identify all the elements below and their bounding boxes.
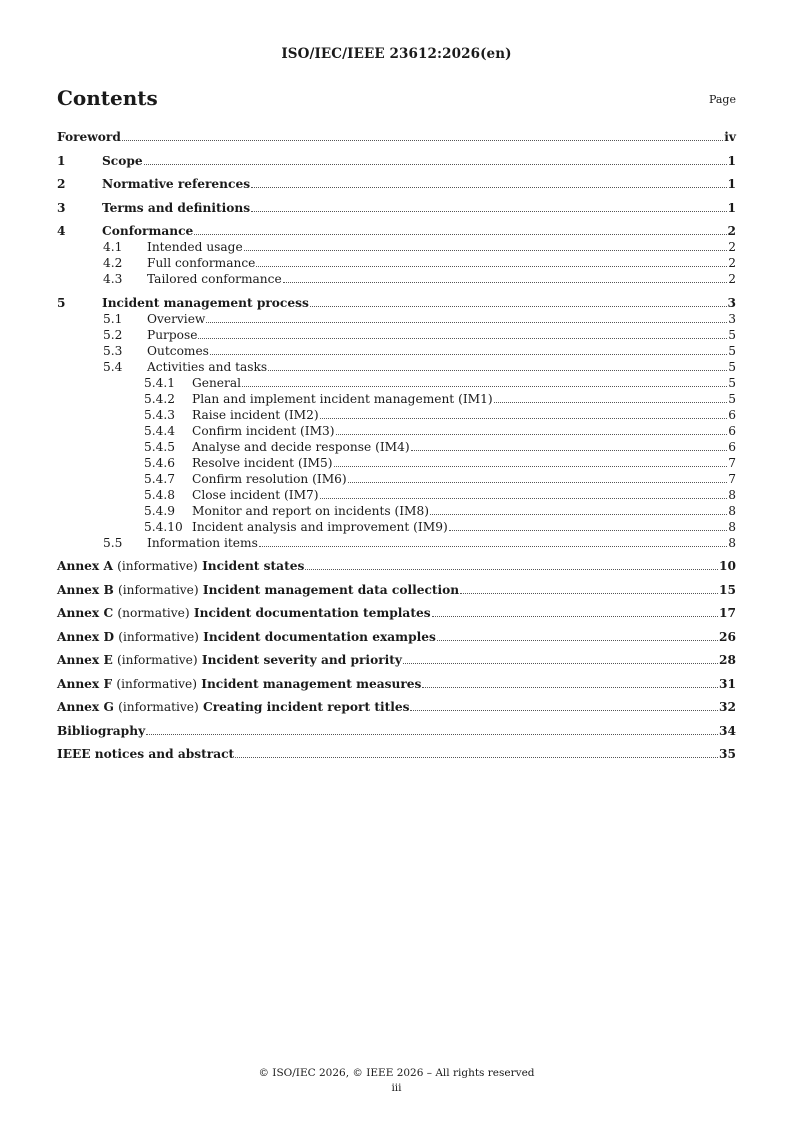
annex-kind: (informative): [118, 700, 199, 714]
toc-entry[interactable]: [57, 471, 736, 487]
contents-title: Contents: [57, 86, 158, 110]
toc-entry-number: 4.1: [103, 240, 123, 254]
toc-entry[interactable]: [57, 129, 736, 145]
annex-kind: (informative): [117, 559, 198, 573]
dot-leader: [348, 481, 728, 483]
toc-entry-title: Confirm resolution (IM6): [192, 471, 347, 486]
toc-entry-title: Monitor and report on incidents (IM8): [192, 503, 430, 518]
toc-entry-page: 34: [719, 723, 736, 738]
toc-entry-number: 5.3: [103, 343, 123, 358]
dot-leader: [206, 321, 727, 323]
page-number: iii: [391, 1082, 402, 1094]
dot-leader: [410, 709, 718, 711]
dot-leader: [460, 592, 718, 594]
toc-entry[interactable]: [57, 535, 736, 551]
page-column-label: Page: [708, 93, 736, 106]
toc-entry[interactable]: [57, 519, 736, 535]
toc-entry-title: Outcomes: [147, 343, 209, 358]
toc-entry-number: 1: [57, 153, 66, 168]
toc-entry-title: Analyse and decide response (IM4): [192, 439, 410, 454]
annex-label: Annex G: [57, 700, 114, 714]
dot-leader: [144, 163, 727, 165]
dot-leader: [336, 433, 728, 435]
toc-entry-number: 5.5: [103, 535, 123, 550]
toc-entry-page: 1: [727, 177, 736, 191]
dot-leader: [411, 449, 728, 451]
dot-leader: [422, 686, 718, 688]
annex-title: Incident management measures: [201, 676, 422, 691]
toc-entry-page: 7: [728, 455, 736, 470]
toc-entry[interactable]: [57, 327, 736, 343]
toc-entry-number: 5.4.5: [144, 439, 176, 454]
toc-entry-page: 5: [728, 375, 736, 390]
toc-entry-page: 3: [727, 295, 736, 310]
dot-leader: [242, 385, 727, 387]
dot-leader: [146, 733, 718, 735]
copyright-notice: © ISO/IEC 2026, © IEEE 2026 – All rights reserved: [258, 1067, 535, 1079]
toc-entry-title: [57, 629, 436, 645]
toc-entry[interactable]: [57, 311, 736, 327]
toc-entry-number: 5.4.7: [144, 471, 176, 486]
toc-entry[interactable]: [57, 423, 736, 439]
toc-entry-title: [57, 558, 304, 574]
dot-leader: [194, 233, 726, 235]
toc-entry-page: 28: [719, 653, 736, 667]
toc-entry[interactable]: [57, 407, 736, 423]
dot-leader: [320, 417, 728, 419]
annex-label: Annex D: [57, 629, 115, 644]
toc-entry[interactable]: [57, 503, 736, 519]
toc-entry-title: Activities and tasks: [147, 359, 268, 374]
toc-entry[interactable]: [57, 723, 736, 739]
toc-entry[interactable]: [57, 652, 736, 668]
dot-leader: [122, 139, 723, 141]
annex-title: Incident management data collection: [202, 582, 460, 597]
dot-leader: [305, 568, 718, 570]
toc-entry-number: 5.4.3: [144, 407, 176, 422]
toc-entry[interactable]: [57, 153, 736, 169]
annex-title: Incident documentation templates: [193, 606, 431, 620]
toc-entry-title: Information items: [147, 535, 258, 550]
toc-entry-title: Tailored conformance: [147, 272, 282, 286]
toc-entry-number: 5.2: [103, 327, 123, 342]
toc-entry-title: Conformance: [102, 224, 194, 238]
toc-entry-page: 2: [728, 240, 736, 254]
toc-entry[interactable]: [57, 439, 736, 455]
annex-kind: (informative): [116, 653, 198, 667]
dot-leader: [235, 756, 718, 758]
toc-entry-page: 6: [728, 423, 736, 438]
toc-entry-title: Overview: [147, 311, 206, 326]
toc-entry-title: Close incident (IM7): [192, 487, 319, 502]
annex-title: Incident states: [202, 559, 305, 573]
dot-leader: [268, 369, 727, 371]
toc-entry-title: Intended usage: [147, 240, 243, 254]
toc-entry-page: 10: [719, 559, 736, 573]
toc-entry-number: 5.4.6: [144, 455, 176, 470]
toc-entry[interactable]: [57, 699, 736, 715]
annex-kind: (normative): [117, 606, 190, 620]
toc-entry-page: 1: [727, 200, 736, 215]
toc-entry-page: 26: [719, 629, 736, 644]
toc-entry-page: 8: [728, 535, 736, 550]
toc-entry-page: iv: [724, 130, 736, 144]
toc-entry-title: Normative references: [102, 177, 251, 191]
toc-entry-title: Foreword: [57, 130, 121, 144]
annex-title: Incident documentation examples: [203, 629, 436, 644]
toc-entry-number: 2: [57, 177, 66, 191]
toc-entry-title: Full conformance: [147, 256, 256, 270]
annex-label: Annex F: [57, 676, 113, 691]
toc-entry-title: Incident management process: [102, 295, 309, 310]
dot-leader: [283, 281, 728, 283]
toc-entry[interactable]: [57, 391, 736, 407]
annex-label: Annex C: [57, 606, 114, 620]
toc-entry-page: 1: [727, 153, 736, 168]
toc-entry-title: Terms and definitions: [102, 200, 251, 215]
page-footer: [0, 1066, 793, 1096]
toc-entry[interactable]: [57, 239, 736, 255]
toc-entry-title: [57, 582, 459, 598]
toc-entry[interactable]: [57, 359, 736, 375]
dot-leader: [210, 353, 727, 355]
toc-entry-title: Purpose: [147, 327, 198, 342]
toc-entry-title: Bibliography: [57, 723, 146, 738]
toc-entry-number: 5.4.8: [144, 487, 176, 502]
dot-leader: [430, 513, 727, 515]
toc-entry[interactable]: [57, 605, 736, 621]
toc-entry[interactable]: [57, 255, 736, 271]
toc-entry-title: [57, 652, 402, 668]
dot-leader: [259, 545, 727, 547]
annex-label: Annex A: [57, 559, 113, 573]
document-id-header: ISO/IEC/IEEE 23612:2026(en): [281, 46, 512, 62]
toc-entry-number: 5.4.9: [144, 503, 176, 518]
toc-entry-page: 6: [728, 439, 736, 454]
toc-entry[interactable]: [57, 343, 736, 359]
toc-entry[interactable]: [57, 176, 736, 192]
toc-entry[interactable]: [57, 487, 736, 503]
toc-entry-title: General: [192, 375, 241, 390]
toc-entry[interactable]: [57, 455, 736, 471]
toc-entry-title: Incident analysis and improvement (IM9): [192, 519, 448, 534]
toc-entry-number: 5.4.10: [144, 519, 183, 534]
annex-title: Creating incident report titles: [203, 700, 410, 714]
annex-title: Incident severity and priority: [201, 653, 402, 667]
toc-entry-page: 8: [728, 503, 736, 518]
dot-leader: [251, 210, 726, 212]
toc-entry-page: 5: [728, 327, 736, 342]
toc-entry-page: 2: [728, 272, 736, 286]
toc-entry-title: Plan and implement incident management (IM1): [192, 391, 493, 406]
dot-leader: [449, 529, 728, 531]
toc-entry-number: 5.1: [103, 311, 123, 326]
dot-leader: [310, 305, 727, 307]
toc-entry-page: 32: [719, 700, 736, 714]
toc-entry-page: 31: [719, 676, 736, 691]
toc-entry-title: [57, 699, 409, 715]
dot-leader: [244, 249, 728, 251]
toc-entry[interactable]: [57, 558, 736, 574]
toc-entry-title: Scope: [102, 153, 143, 168]
toc-entry-page: 15: [719, 582, 736, 597]
dot-leader: [334, 465, 728, 467]
annex-label: Annex B: [57, 582, 114, 597]
toc-entry-page: 8: [728, 519, 736, 534]
annex-kind: (informative): [118, 582, 199, 597]
toc-entry-number: 5.4.1: [144, 375, 176, 390]
toc-entry-page: 5: [728, 343, 736, 358]
toc-entry-number: 5.4.4: [144, 423, 176, 438]
toc-entry-page: 35: [719, 747, 736, 761]
dot-leader: [198, 337, 727, 339]
toc-entry-page: 2: [727, 224, 736, 238]
toc-entry-number: 4.3: [103, 272, 123, 286]
toc-entry[interactable]: [57, 200, 736, 216]
toc-entry-page: 17: [719, 606, 736, 620]
dot-leader: [320, 497, 728, 499]
toc-entry[interactable]: [57, 295, 736, 311]
toc-entry-number: 5.4.2: [144, 391, 176, 406]
toc-entry[interactable]: [57, 676, 736, 692]
toc-entry[interactable]: [57, 746, 736, 762]
annex-kind: (informative): [118, 629, 199, 644]
dot-leader: [251, 186, 726, 188]
annex-label: Annex E: [57, 653, 113, 667]
toc-entry-page: 3: [728, 311, 736, 326]
dot-leader: [403, 662, 718, 664]
toc-entry-page: 2: [728, 256, 736, 270]
dot-leader: [256, 265, 727, 267]
toc-entry-page: 7: [728, 471, 736, 486]
toc-entry-title: Raise incident (IM2): [192, 407, 319, 422]
toc-entry[interactable]: [57, 223, 736, 239]
toc-entry-page: 5: [728, 391, 736, 406]
toc-entry-title: Resolve incident (IM5): [192, 455, 333, 470]
toc-entry[interactable]: [57, 271, 736, 287]
toc-entry-page: 8: [728, 487, 736, 502]
toc-entry-number: 4.2: [103, 256, 123, 270]
annex-kind: (informative): [116, 676, 197, 691]
dot-leader: [437, 639, 718, 641]
toc-entry-title: IEEE notices and abstract: [57, 747, 235, 761]
toc-entry[interactable]: [57, 375, 736, 391]
toc-entry-number: 3: [57, 200, 66, 215]
dot-leader: [494, 401, 728, 403]
toc-entry-number: 5: [57, 295, 66, 310]
toc-entry-title: [57, 605, 431, 621]
toc-entry[interactable]: [57, 582, 736, 598]
toc-entry-page: 6: [728, 407, 736, 422]
toc-entry-number: 4: [57, 224, 66, 238]
toc-entry-title: [57, 676, 421, 692]
toc-entry-number: 5.4: [103, 359, 123, 374]
table-of-contents: [57, 129, 736, 762]
toc-entry-title: Confirm incident (IM3): [192, 423, 335, 438]
dot-leader: [432, 615, 718, 617]
toc-entry-page: 5: [728, 359, 736, 374]
toc-entry[interactable]: [57, 629, 736, 645]
